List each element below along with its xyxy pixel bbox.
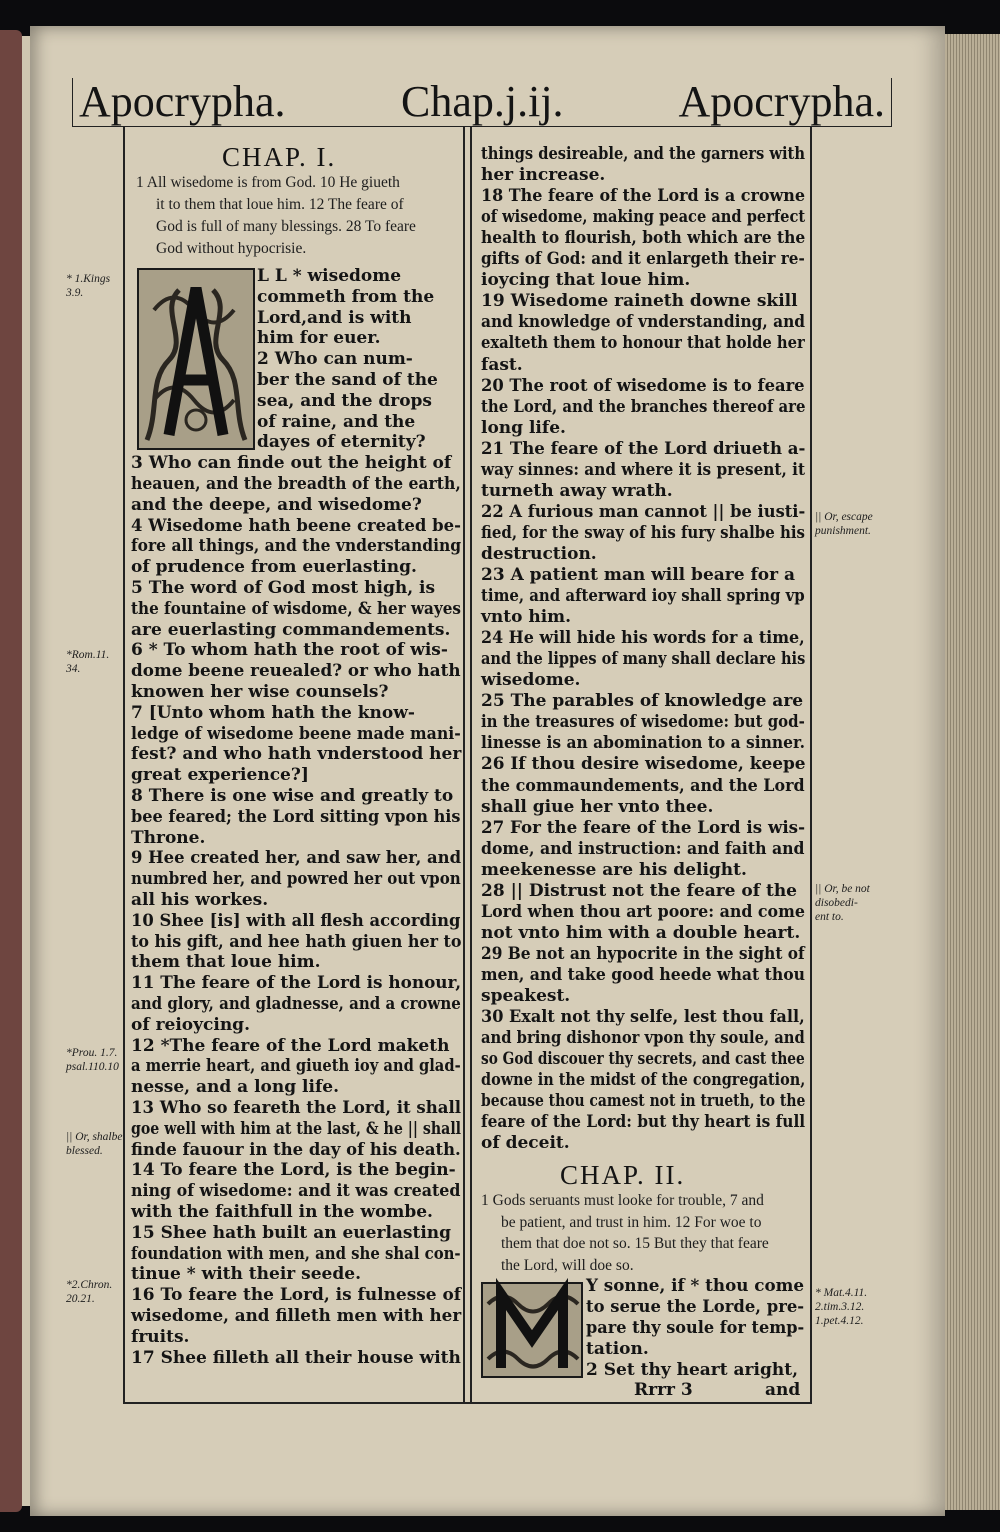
margin-note-line: *2.Chron. (66, 1279, 113, 1291)
verse-line: 24 He will hide his words for a time, (481, 628, 805, 649)
book-cover-edge (0, 30, 22, 1512)
column-divider-b (470, 126, 472, 1402)
catchword: and (765, 1380, 801, 1400)
verse-line: men, and take good heede what thou (481, 964, 806, 985)
verse-line: shall giue her vnto thee. (481, 796, 714, 817)
summary-line: them that doe not so. 15 But they that feare (501, 1235, 769, 1252)
verse-line: finde fauour in the day of his death. (131, 1139, 461, 1160)
margin-note-line: || Or, be not (815, 883, 870, 895)
margin-note (66, 272, 110, 300)
verse-line: time, and afterward ioy shall spring vp (481, 586, 805, 607)
summary-line: the Lord, will doe so. (501, 1256, 634, 1274)
verse-line: Lord,and is with (257, 307, 412, 328)
verse-line: to serue the Lorde, pre- (586, 1297, 805, 1317)
verse-line: tinue * with their seede. (131, 1264, 361, 1285)
verse-line: her increase. (481, 165, 606, 186)
verse-line: bee feared; the Lord sitting vpon his (131, 806, 461, 827)
verse-line: dome, and instruction: and faith and (481, 838, 805, 859)
page-edges (942, 34, 1000, 1510)
verse-line: long life. (481, 417, 566, 438)
verse-line: 9 Hee created her, and saw her, and (131, 848, 462, 869)
verse-line: dome beene reuealed? or who hath (131, 661, 461, 682)
summary-line: God is full of many blessings. 28 To feare (156, 218, 416, 235)
verse-line: ledge of wisedome beene made mani- (131, 723, 461, 744)
margin-note (66, 1278, 112, 1306)
verse-line: Lord when thou art poore: and come (481, 901, 805, 922)
summary-line: 1 Gods seruants must looke for trouble, 7 and (481, 1192, 764, 1209)
margin-note-line: blessed. (66, 1145, 103, 1157)
chapter-1-heading: CHAP. I. (222, 142, 337, 172)
summary-line: God without hypocrisie. (156, 240, 307, 257)
summary-line: it to them that loue him. 12 The feare of (156, 196, 404, 213)
verse-line: 3 Who can finde out the height of (131, 453, 452, 474)
verse-line: 14 To feare the Lord, is the begin- (131, 1160, 456, 1181)
verse-line: 2 Set thy heart aright, (586, 1360, 798, 1380)
running-head-right: Apocrypha. (678, 77, 885, 126)
margin-note (815, 882, 870, 924)
verse-line: not vnto him with a double heart. (481, 922, 801, 943)
decorated-initial-a (137, 268, 255, 450)
verse-line: 21 The feare of the Lord driueth a- (481, 438, 806, 459)
verse-line: with the faithfull in the wombe. (131, 1202, 433, 1222)
running-head-center: Chap.j.ij. (401, 77, 564, 126)
verse-line: sea, and the drops (257, 390, 433, 411)
verse-line: commeth from the (257, 286, 435, 307)
verse-line: 27 For the feare of the Lord is wis- (481, 817, 806, 838)
verse-line: exalteth them to honour that holde her (481, 333, 805, 354)
verse-line: 28 || Distrust not the feare of the (481, 880, 797, 901)
verse-line: 18 The feare of the Lord is a crowne (481, 186, 806, 207)
verse-line: great experience?] (131, 765, 309, 786)
verse-line: health to flourish, both which are the (481, 228, 806, 249)
verse-line: Throne. (131, 827, 206, 848)
verse-line: of reioycing. (131, 1014, 250, 1035)
margin-note-line: *Rom.11. (66, 649, 110, 661)
margin-rule-right (810, 126, 812, 1402)
margin-note-line: punishment. (815, 525, 871, 537)
signature-mark: Rrrr 3 (634, 1380, 693, 1400)
verse-line: the fountaine of wisdome, & her wayes (131, 598, 461, 619)
margin-note-line: || Or, shalbe (66, 1131, 123, 1143)
verse-line: fest? and who hath vnderstood her (131, 744, 462, 765)
margin-note-line: 3.9. (66, 287, 84, 299)
verse-line: speakest. (481, 986, 571, 1006)
verse-line: 10 Shee [is] with all flesh according (131, 910, 461, 931)
verse-line: a merrie heart, and giueth ioy and glad- (131, 1056, 461, 1077)
verse-line: 6 * To whom hath the root of wis- (131, 640, 448, 661)
margin-note-line: 34. (66, 663, 81, 675)
verse-line: tation. (586, 1339, 649, 1359)
verse-line: fied, for the sway of his fury shalbe his (481, 522, 805, 543)
verse-line: ioycing that loue him. (481, 270, 691, 291)
verse-line: 26 If thou desire wisedome, keepe (481, 754, 806, 775)
verse-line: 2 Who can num- (257, 349, 413, 370)
column-divider-a (463, 126, 465, 1402)
verse-line: numbred her, and powred her out vpon (131, 869, 461, 890)
verse-line: destruction. (481, 543, 597, 564)
verse-line: 23 A patient man will beare for a (481, 565, 796, 585)
margin-rule-left (123, 126, 125, 1402)
margin-note (66, 648, 109, 676)
margin-note-line: 2.tim.3.12. (815, 1301, 865, 1313)
verse-line: knowen her wise counsels? (131, 682, 389, 702)
margin-note-line: *Prou. 1.7. (66, 1047, 118, 1059)
margin-note (815, 1286, 867, 1328)
verse-line: fruits. (131, 1326, 190, 1347)
verse-line: wisedome. (481, 670, 581, 691)
verse-line: and knowledge of vnderstanding, and (481, 312, 806, 333)
verse-line: in the treasures of wisedome: but god- (481, 712, 805, 733)
verse-line: ber the sand of the (257, 370, 438, 390)
margin-note-line: psal.110.10 (66, 1061, 119, 1073)
verse-line: 22 A furious man cannot || be iusti- (481, 501, 806, 522)
verse-line: ning of wisedome: and it was created (131, 1181, 461, 1202)
summary-line: 1 All wisedome is from God. 10 He giueth (136, 174, 400, 191)
verse-line: to his gift, and hee hath giuen her to (131, 931, 462, 952)
verse-line: Y sonne, if * thou come (586, 1276, 805, 1296)
summary-line: be patient, and trust in him. 12 For woe to (501, 1213, 762, 1231)
running-head-left: Apocrypha. (79, 77, 286, 126)
verse-line: goe well with him at the last, & he || shall (131, 1118, 462, 1139)
verse-line: feare of the Lord: but thy heart is full (481, 1112, 806, 1133)
verse-line: so God discouer thy secrets, and cast thee (481, 1049, 805, 1070)
verse-line: the commaundements, and the Lord (481, 775, 805, 796)
verse-line: 8 There is one wise and greatly to (131, 786, 454, 806)
verse-line: L L * wisedome (257, 266, 402, 286)
bottom-rule (123, 1402, 812, 1404)
verse-line: 11 The feare of the Lord is honour, (131, 973, 462, 994)
verse-line: 20 The root of wisedome is to feare (481, 375, 805, 396)
verse-line: meekenesse are his delight. (481, 859, 747, 880)
verse-line: him for euer. (257, 328, 381, 349)
verse-line: and the lippes of many shall declare his (481, 649, 806, 670)
margin-note (66, 1130, 122, 1158)
verse-line: 29 Be not an hypocrite in the sight of (481, 943, 805, 964)
verse-line: of prudence from euerlasting. (131, 557, 417, 578)
ornament-a-icon (139, 270, 253, 448)
verse-line: 7 [Unto whom hath the know- (131, 702, 415, 723)
verse-line: heauen, and the breadth of the earth, (131, 474, 461, 494)
margin-note-line: || Or, escape (815, 511, 873, 523)
ornament-m-icon (483, 1284, 581, 1376)
verse-line: pare thy soule for temp- (586, 1318, 805, 1338)
verse-line: fore all things, and the vnderstanding (131, 536, 462, 557)
verse-line: 30 Exalt not thy selfe, lest thou fall, (481, 1007, 805, 1028)
verse-line: 17 Shee filleth all their house with (131, 1347, 461, 1368)
margin-note-line: 1.pet.4.12. (815, 1315, 864, 1327)
margin-note (815, 510, 873, 538)
verse-line: 13 Who so feareth the Lord, it shall (131, 1098, 462, 1118)
verse-line: and the deepe, and wisedome? (131, 494, 422, 515)
margin-note-line: ent to. (815, 911, 844, 923)
verse-line: dayes of eternity? (257, 432, 426, 453)
verse-line: 25 The parables of knowledge are (481, 691, 804, 712)
verse-line: are euerlasting commandements. (131, 619, 451, 640)
verse-line: 15 Shee hath built an euerlasting (131, 1222, 452, 1243)
verse-line: because thou camest not in trueth, to the (481, 1091, 806, 1112)
verse-line: fast. (481, 354, 523, 375)
verse-line: the Lord, and the branches thereof are (481, 396, 806, 417)
verse-line: gifts of God: and it enlargeth their re- (481, 249, 805, 270)
verse-line: them that loue him. (131, 952, 321, 973)
verse-line: wisedome, and filleth men with her (131, 1306, 462, 1326)
verse-line: of deceit. (481, 1133, 570, 1154)
decorated-initial-m (481, 1282, 583, 1378)
verse-line: linesse is an abomination to a sinner. (481, 733, 806, 754)
margin-note-line: * 1.Kings (66, 273, 111, 285)
verse-line: things desireable, and the garners with (481, 144, 805, 164)
verse-line: 19 Wisedome raineth downe skill (481, 291, 798, 312)
verse-line: 5 The word of God most high, is (131, 578, 436, 598)
margin-note-line: * Mat.4.11. (815, 1287, 868, 1299)
verse-line: downe in the midst of the congregation, (481, 1070, 806, 1091)
verse-line: all his workes. (131, 890, 269, 910)
verse-line: 12 *The feare of the Lord maketh (131, 1035, 450, 1056)
verse-line: and bring dishonor vpon thy soule, and (481, 1028, 805, 1049)
verse-line: vnto him. (481, 607, 572, 628)
verse-line: 16 To feare the Lord, is fulnesse of (131, 1285, 462, 1306)
margin-note-line: 20.21. (66, 1293, 95, 1305)
chapter-2-heading: CHAP. II. (560, 1160, 686, 1190)
verse-line: nesse, and a long life. (131, 1077, 340, 1098)
margin-note-line: disobedi- (815, 897, 858, 909)
margin-note (66, 1046, 119, 1074)
verse-line: and glory, and gladnesse, and a crowne (131, 994, 461, 1014)
verse-line: way sinnes: and where it is present, it (481, 459, 806, 480)
verse-line: of wisedome, making peace and perfect (481, 207, 806, 228)
verse-line: turneth away wrath. (481, 480, 673, 501)
verse-line: 4 Wisedome hath beene created be- (131, 515, 461, 536)
verse-line: of raine, and the (257, 411, 416, 432)
running-head (72, 78, 892, 127)
verse-line: foundation with men, and she shal con- (131, 1243, 461, 1264)
